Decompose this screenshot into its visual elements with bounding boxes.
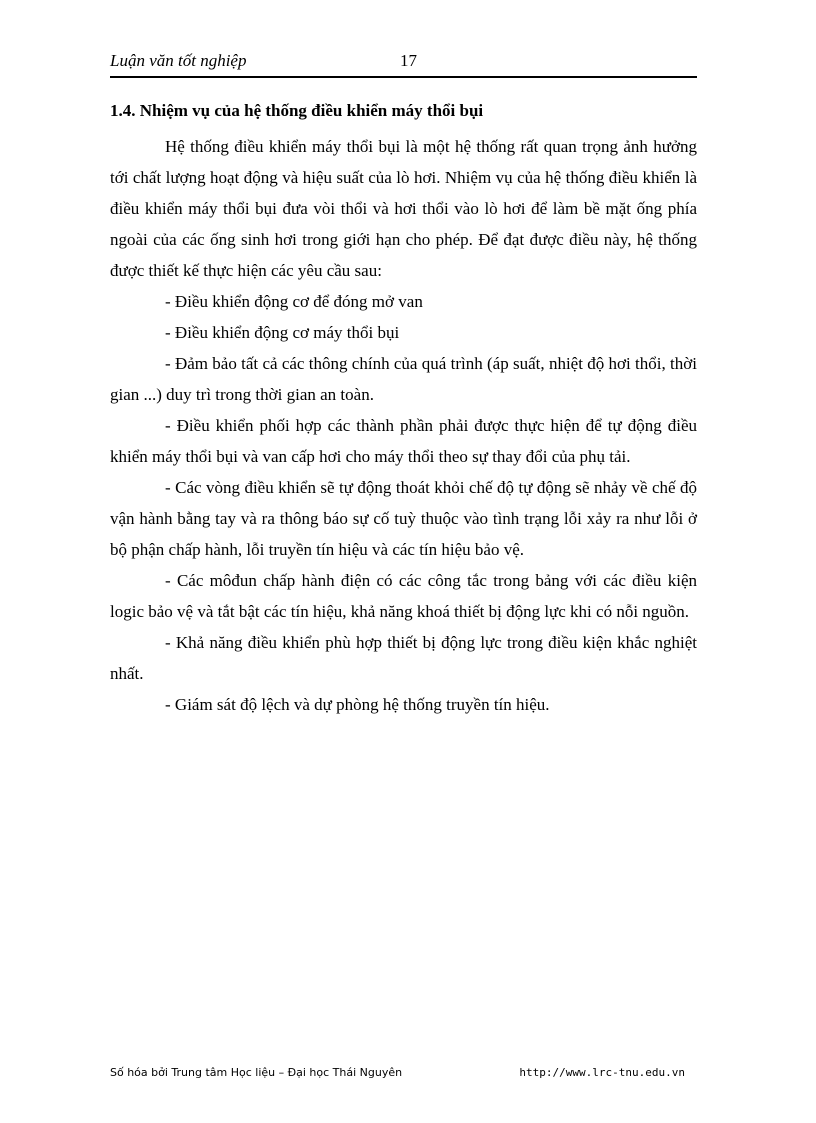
- requirement-item: - Khả năng điều khiển phù hợp thiết bị động lực trong điều kiện khắc nghiệt nhất.: [110, 633, 697, 683]
- main-content: [110, 100, 697, 720]
- requirement-item: - Điều khiển phối hợp các thành phần phải được thực hiện để tự động điều khiển máy thổi bụi và van cấp hơi cho máy thổi theo sự thay đổi của phụ tải.: [110, 416, 697, 466]
- header-title: Luận văn tốt nghiệp: [110, 51, 247, 70]
- footer-credit: Số hóa bởi Trung tâm Học liệu – Đại học Thái Nguyên: [110, 1066, 403, 1079]
- footer-url: http://www.lrc-tnu.edu.vn: [519, 1066, 685, 1079]
- requirement-item: - Điều khiển động cơ để đóng mở van: [165, 292, 423, 311]
- requirement-item: - Điều khiển động cơ máy thổi bụi: [165, 323, 400, 342]
- page-header: [110, 50, 697, 78]
- page-number: 17: [400, 51, 417, 70]
- requirement-item: - Các môđun chấp hành điện có các công tắc trong bảng với các điều kiện logic bảo vệ và tắt bật các tín hiệu, khả năng khoá thiết bị động lực khi có nỗi nguồn.: [110, 571, 697, 621]
- requirement-item: - Giám sát độ lệch và dự phòng hệ thống truyền tín hiệu.: [165, 695, 550, 714]
- requirement-item: - Đảm bảo tất cả các thông chính của quá trình (áp suất, nhiệt độ hơi thổi, thời gian ...) duy trì trong thời gian an toàn.: [110, 354, 697, 404]
- intro-paragraph: Hệ thống điều khiển máy thổi bụi là một hệ thống rất quan trọng ảnh hưởng tới chất lượng hoạt động và hiệu suất của lò hơi. Nhiệm vụ của hệ thống điều khiển là điều khiển máy thổi bụi đưa vòi thổi và hơi thổi vào lò hơi để làm bề mặt ống phía ngoài của các ống sinh hơi trong giới hạn cho phép. Để đạt được điều này, hệ thống được thiết kế thực hiện các yêu cầu sau:: [110, 137, 697, 280]
- section-heading: 1.4. Nhiệm vụ của hệ thống điều khiển máy thổi bụi: [110, 101, 484, 120]
- requirement-item: - Các vòng điều khiển sẽ tự động thoát khỏi chế độ tự động sẽ nhảy về chế độ vận hành bằng tay và ra thông báo sự cố tuỳ thuộc vào tình trạng lỗi xảy ra như lỗi ở bộ phận chấp hành, lỗi truyền tín hiệu và các tín hiệu bảo vệ.: [110, 478, 697, 559]
